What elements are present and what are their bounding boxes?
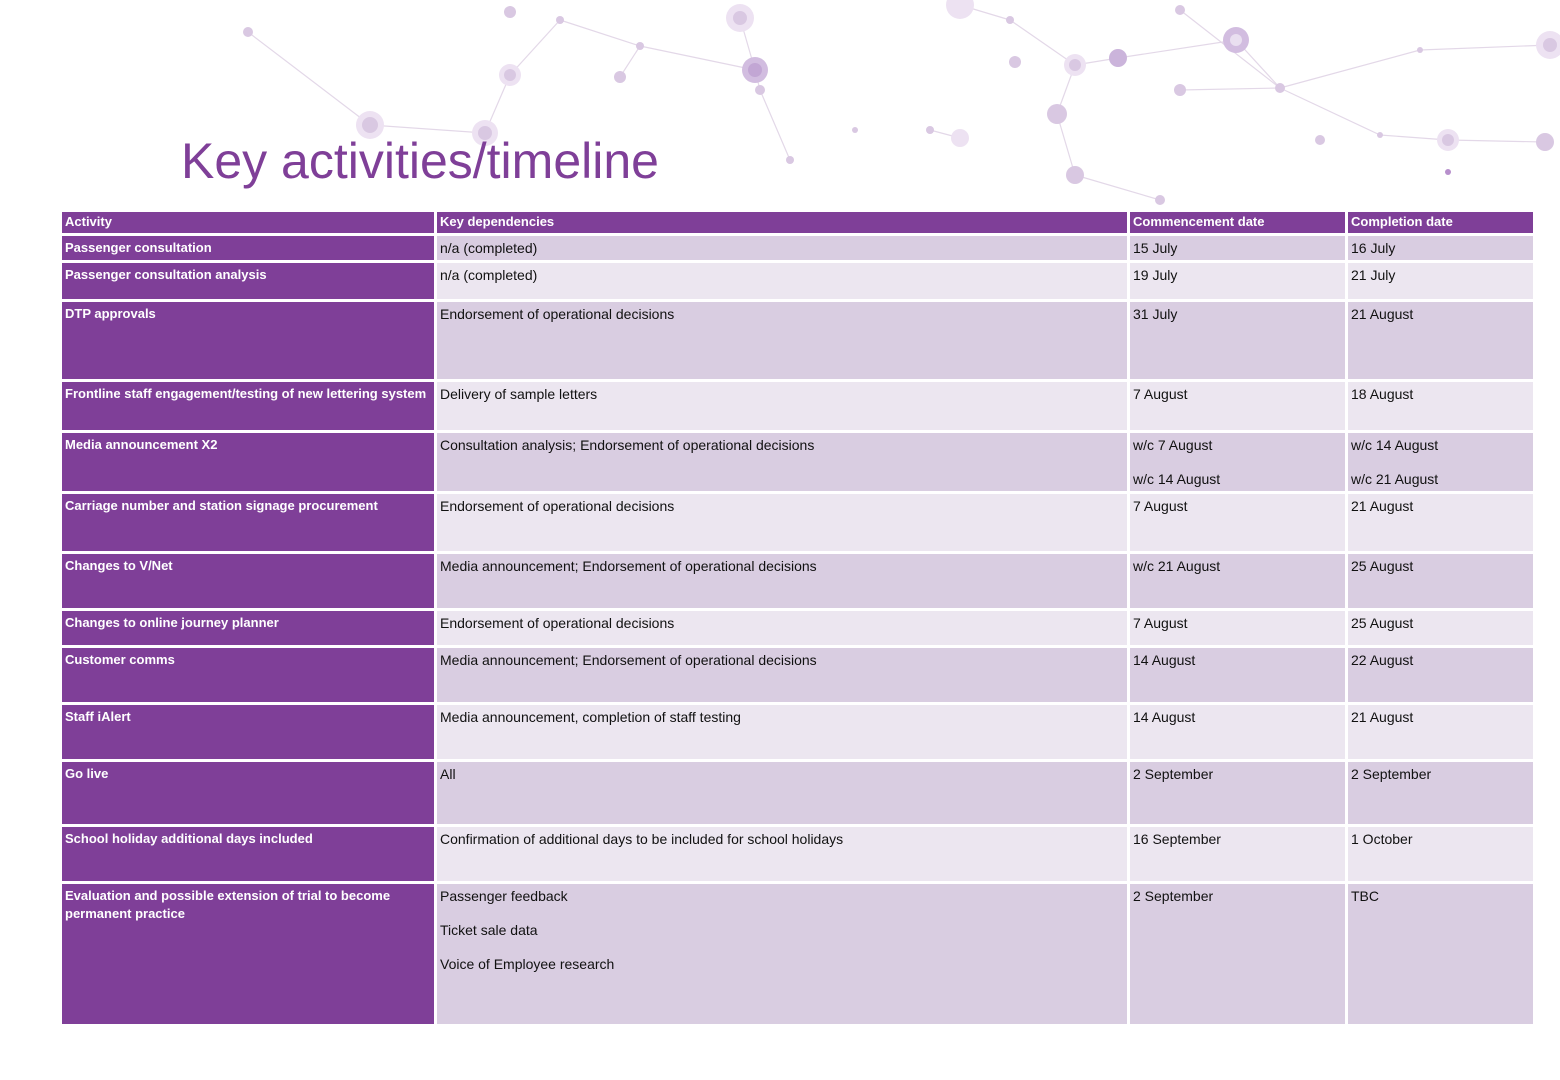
dependencies-text: All (440, 766, 456, 782)
table-row (62, 884, 1533, 1024)
table-row (62, 648, 1533, 702)
table-header-row (62, 212, 1533, 233)
dependencies-cell (437, 263, 1127, 299)
dependencies-text: Passenger feedback (440, 888, 568, 904)
commencement-text: 2 September (1133, 766, 1214, 782)
activity-cell: Staff iAlert (62, 705, 434, 759)
completion-text: w/c 14 August (1351, 437, 1439, 453)
commencement-text: 2 September (1133, 888, 1214, 904)
dependencies-cell (437, 705, 1127, 759)
table-row (62, 382, 1533, 430)
dependencies-text: Media announcement, completion of staff testing (440, 709, 741, 725)
completion-text: 18 August (1351, 386, 1414, 402)
commencement-cell (1130, 762, 1345, 824)
dependencies-cell (437, 302, 1127, 379)
activity-cell: Carriage number and station signage procurement (62, 494, 434, 551)
dependencies-text: Voice of Employee research (440, 956, 615, 972)
dependencies-cell (437, 382, 1127, 430)
completion-text: w/c 21 August (1351, 471, 1439, 487)
completion-cell (1348, 236, 1533, 260)
completion-cell (1348, 884, 1533, 1024)
dependencies-text: Endorsement of operational decisions (440, 615, 675, 631)
commencement-cell (1130, 884, 1345, 1024)
commencement-text: 7 August (1133, 386, 1188, 402)
dependencies-text: Delivery of sample letters (440, 386, 598, 402)
completion-cell (1348, 302, 1533, 379)
dependencies-cell (437, 611, 1127, 645)
dependencies-cell (437, 494, 1127, 551)
table-body (62, 236, 1533, 1024)
completion-text: 21 July (1351, 267, 1396, 283)
dependencies-cell (437, 762, 1127, 824)
table-row (62, 494, 1533, 551)
dependencies-cell (437, 236, 1127, 260)
table-row (62, 433, 1533, 491)
activity-column-header: Activity (62, 212, 434, 233)
commencement-cell (1130, 263, 1345, 299)
activity-cell: Passenger consultation (62, 236, 434, 260)
commencement-text: 7 August (1133, 615, 1188, 631)
dependencies-text: Confirmation of additional days to be included for school holidays (440, 831, 844, 847)
activity-cell: Changes to V/Net (62, 554, 434, 608)
commencement-text: 19 July (1133, 267, 1178, 283)
commencement-text: w/c 7 August (1133, 437, 1213, 453)
table-row (62, 236, 1533, 260)
commencement-text: 7 August (1133, 498, 1188, 514)
commencement-text: 31 July (1133, 306, 1178, 322)
commencement-cell (1130, 705, 1345, 759)
completion-column-header: Completion date (1348, 212, 1533, 233)
completion-cell (1348, 648, 1533, 702)
dependencies-cell (437, 554, 1127, 608)
commencement-column-header: Commencement date (1130, 212, 1345, 233)
activity-cell: DTP approvals (62, 302, 434, 379)
completion-cell (1348, 494, 1533, 551)
table-row (62, 705, 1533, 759)
completion-text: 16 July (1351, 240, 1396, 256)
commencement-cell (1130, 494, 1345, 551)
table-row (62, 762, 1533, 824)
dependencies-cell (437, 827, 1127, 881)
activity-cell: Passenger consultation analysis (62, 263, 434, 299)
completion-text: 21 August (1351, 709, 1414, 725)
commencement-text: 15 July (1133, 240, 1178, 256)
commencement-text: w/c 14 August (1133, 471, 1221, 487)
commencement-text: 14 August (1133, 709, 1196, 725)
commencement-text: w/c 21 August (1133, 558, 1221, 574)
activity-cell: Evaluation and possible extension of trial to become permanent practice (62, 884, 434, 1024)
completion-cell (1348, 827, 1533, 881)
table-row (62, 554, 1533, 608)
table-row (62, 827, 1533, 881)
commencement-cell (1130, 382, 1345, 430)
completion-text: 21 August (1351, 498, 1414, 514)
dependencies-text: Consultation analysis; Endorsement of operational decisions (440, 437, 815, 453)
completion-text: 21 August (1351, 306, 1414, 322)
completion-cell (1348, 611, 1533, 645)
completion-text: 25 August (1351, 615, 1414, 631)
activity-cell: School holiday additional days included (62, 827, 434, 881)
dependencies-column-header: Key dependencies (437, 212, 1127, 233)
completion-text: 25 August (1351, 558, 1414, 574)
completion-text: 22 August (1351, 652, 1414, 668)
dependencies-cell (437, 648, 1127, 702)
commencement-text: 16 September (1133, 831, 1221, 847)
activity-cell: Changes to online journey planner (62, 611, 434, 645)
dependencies-text: Endorsement of operational decisions (440, 498, 675, 514)
table-row (62, 263, 1533, 299)
activity-cell: Go live (62, 762, 434, 824)
activity-cell: Frontline staff engagement/testing of new lettering system (62, 382, 434, 430)
completion-cell (1348, 433, 1533, 491)
page-title: Key activities/timeline (181, 133, 659, 189)
commencement-cell (1130, 827, 1345, 881)
dependencies-text: Ticket sale data (440, 922, 538, 938)
timeline-table (59, 209, 1536, 1027)
completion-cell (1348, 705, 1533, 759)
activity-cell: Customer comms (62, 648, 434, 702)
dependencies-text: Endorsement of operational decisions (440, 306, 675, 322)
dependencies-text: n/a (completed) (440, 240, 538, 256)
commencement-cell (1130, 236, 1345, 260)
commencement-cell (1130, 554, 1345, 608)
dependencies-text: Media announcement; Endorsement of operational decisions (440, 652, 817, 668)
dependencies-cell (437, 433, 1127, 491)
completion-text: 1 October (1351, 831, 1413, 847)
completion-cell (1348, 762, 1533, 824)
dependencies-cell (437, 884, 1127, 1024)
activity-cell: Media announcement X2 (62, 433, 434, 491)
commencement-cell (1130, 302, 1345, 379)
commencement-text: 14 August (1133, 652, 1196, 668)
table-row (62, 302, 1533, 379)
dependencies-text: n/a (completed) (440, 267, 538, 283)
completion-text: TBC (1351, 888, 1379, 904)
commencement-cell (1130, 611, 1345, 645)
commencement-cell (1130, 648, 1345, 702)
dependencies-text: Media announcement; Endorsement of operational decisions (440, 558, 817, 574)
completion-text: 2 September (1351, 766, 1432, 782)
completion-cell (1348, 382, 1533, 430)
completion-cell (1348, 263, 1533, 299)
table-row (62, 611, 1533, 645)
completion-cell (1348, 554, 1533, 608)
commencement-cell (1130, 433, 1345, 491)
